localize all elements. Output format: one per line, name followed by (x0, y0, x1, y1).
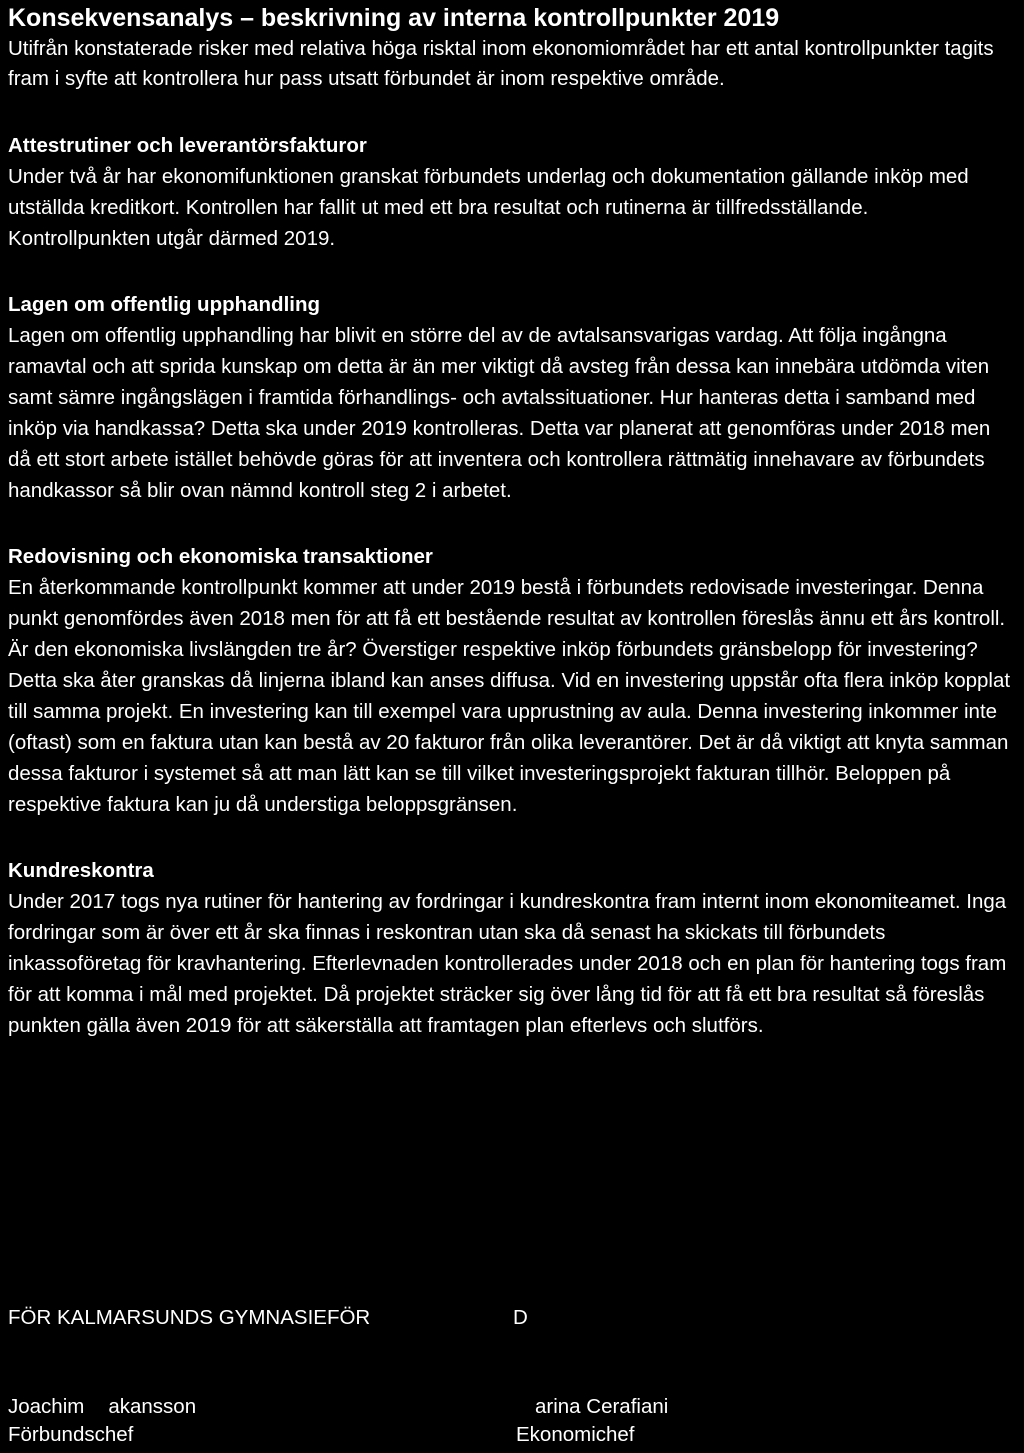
signatory-left (8, 1393, 196, 1449)
signature-block (8, 1305, 1016, 1446)
section-redovisning (8, 542, 1016, 820)
section-lou (8, 290, 1016, 506)
document-title: Konsekvensanalys – beskrivning av interna kontrollpunkter 2019 (8, 4, 780, 32)
section-body: Lagen om offentlig upphandling har blivit en större del av de avtalsansvarigas vardag. Att följa ingångna ramavtal och att sprida kunskap om detta är än mer viktigt då avsteg från dessa kan innebära utdömda viten samt sämre ingångslägen i framtida förhandlings- och avtalssituationer. Hur hanteras detta i samband med inköp via handkassa? Detta ska under 2019 kontrolleras. Detta var planerat att genomföras under 2018 men då ett stort arbete istället behövde göras för att inventera och kontrollera rättmätig innehavare av förbundets handkassor så blir ovan nämnd kontroll steg 2 i arbetet. (8, 324, 991, 502)
section-body: En återkommande kontrollpunkt kommer att under 2019 bestå i förbundets redovisade investeringar. Denna punkt genomfördes även 2018 men för att få ett bestående resultat av kontrollen föreslås ännu ett års kontroll. Är den ekonomiska livslängden tre år? Överstiger respektive inköp förbundets gränsbelopp för investering? Detta ska åter granskas då linjerna ibland kan anses diffusa. Vid en investering uppstår ofta flera inköp kopplat till samma projekt. En investering kan till exempel vara upprustning av aula. Denna investering inkommer inte (oftast) som en faktura utan kan bestå av 20 fakturor från olika leverantörer. Det är då viktigt att knyta samman dessa fakturor i systemet så att man lätt kan se till vilket investeringsprojekt fakturan tillhör. Beloppen på respektive faktura kan ju då understiga beloppsgränsen. (8, 576, 1011, 816)
section-kundreskontra (8, 856, 1016, 1041)
section-heading: Attestrutiner och leverantörsfakturor (8, 134, 367, 157)
signature-org-name: FÖR KALMARSUNDS GYMNASIEFÖR (8, 1306, 371, 1329)
signatories (8, 1393, 1016, 1453)
section-attestrutiner (8, 131, 1016, 254)
signature-org-line (8, 1305, 1016, 1335)
signatory-right (508, 1393, 668, 1449)
signatory-first-name: Joachim (8, 1395, 85, 1418)
signatory-last-name: akansson (108, 1395, 197, 1418)
signature-org-suffix: D (513, 1306, 528, 1329)
signatory-name: arina Cerafiani (535, 1395, 669, 1418)
section-heading: Kundreskontra (8, 859, 154, 882)
section-heading: Redovisning och ekonomiska transaktioner (8, 545, 433, 568)
signatory-role: Förbundschef (8, 1423, 134, 1446)
section-body: Under 2017 togs nya rutiner för hantering av fordringar i kundreskontra fram internt inom ekonomiteamet. Inga fordringar som är över ett år ska finnas i reskontran utan ska då senast ha skickats till förbundets inkassoföretag för kravhantering. Efterlevnaden kontrollerades under 2018 och en plan för hantering togs fram för att komma i mål med projektet. Då projektet sträcker sig över lång tid för att få ett bra resultat så föreslås punkten gälla även 2019 för att säkerställa att framtagen plan efterlevs och slutförs. (8, 890, 1007, 1037)
document (8, 0, 1016, 1041)
section-body: Under två år har ekonomifunktionen granskat förbundets underlag och dokumentation gällande inköp med utställda kreditkort. Kontrollen har fallit ut med ett bra resultat och rutinerna är tillfredsställande. Kontrollpunkten utgår därmed 2019. (8, 165, 969, 250)
intro-paragraph: Utifrån konstaterade risker med relativa höga risktal inom ekonomiområdet har ett antal kontrollpunkter tagits fram i syfte att kontrollera hur pass utsatt förbundet är inom respektive område. (8, 37, 994, 90)
section-heading: Lagen om offentlig upphandling (8, 293, 321, 316)
signatory-role: Ekonomichef (516, 1423, 635, 1446)
